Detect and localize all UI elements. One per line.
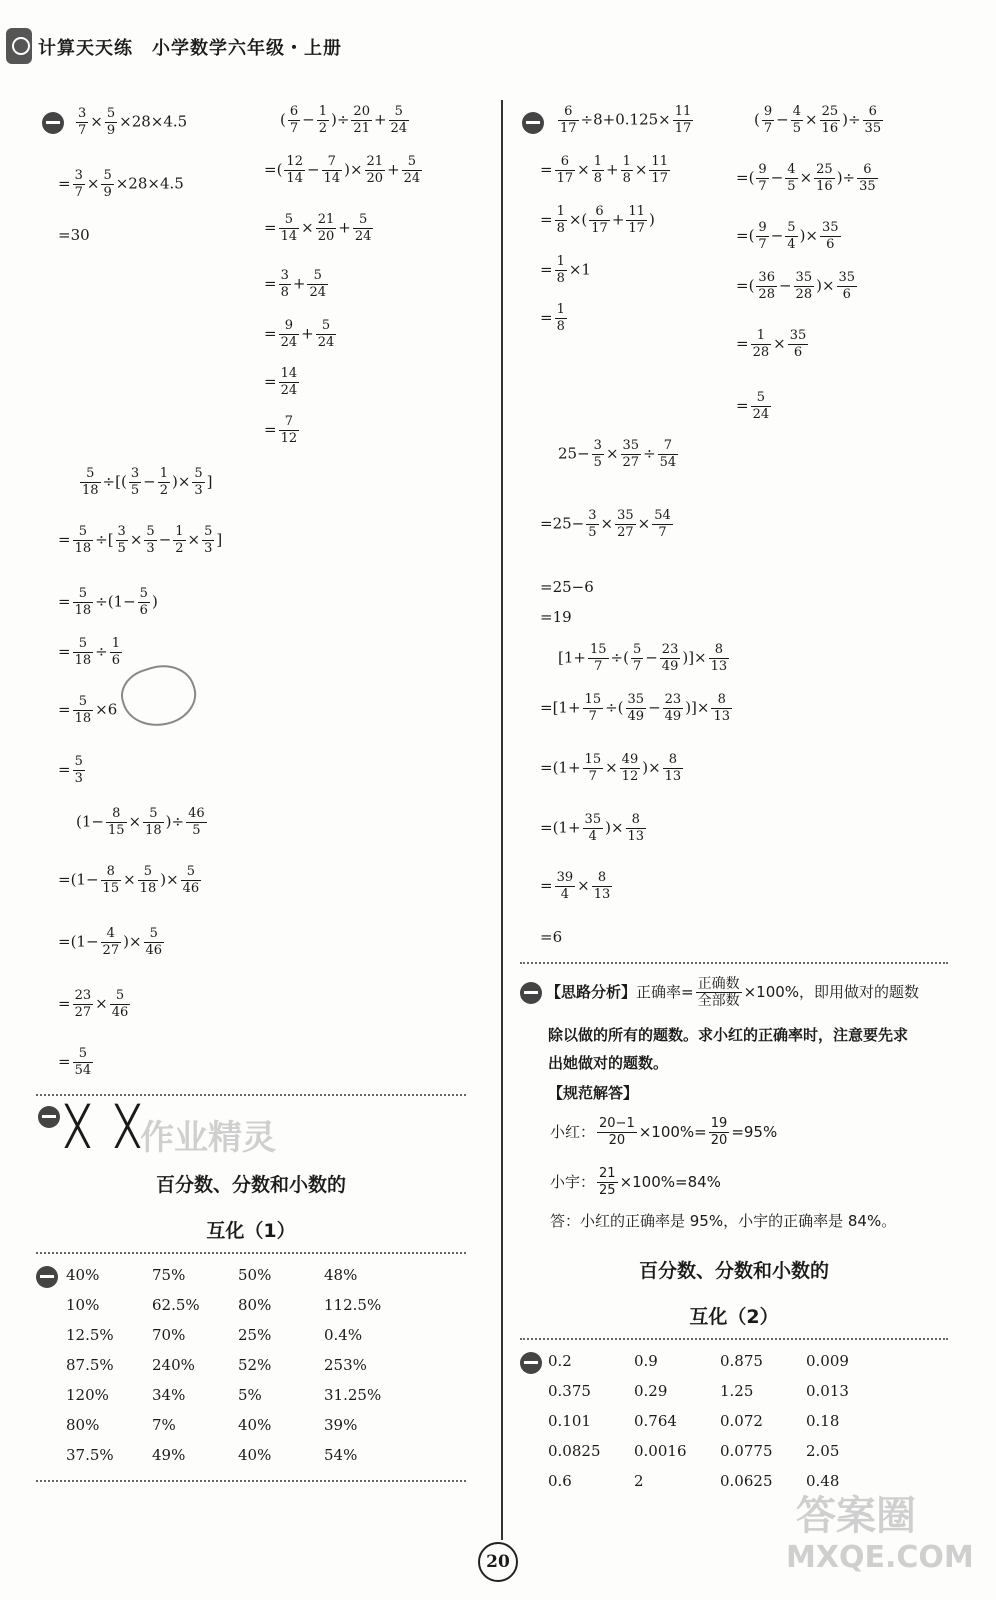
section-bullet-icon (522, 112, 544, 134)
answer-tag: 【规范解答】 (548, 1084, 639, 1102)
section-subtitle: 互化（2） (689, 1306, 779, 1328)
calc-line: = $\frac{5}{18}$ ÷(1− $\frac{5}{6}$ ) (58, 586, 158, 618)
grid-cell: 0.6 (548, 1472, 572, 1490)
grid-cell: 0.0016 (634, 1442, 687, 1460)
analysis-line: 出她做对的题数。 (548, 1054, 669, 1072)
grid-cell: 10% (66, 1296, 100, 1314)
grid-cell: 2.05 (806, 1442, 840, 1460)
grid-cell: 50% (238, 1266, 272, 1284)
watermark-text: 作业精灵 (140, 1118, 276, 1158)
grid-cell: 0.2 (548, 1352, 572, 1370)
grid-cell: 0.4% (324, 1326, 363, 1344)
calc-line: =(1− $\frac{8}{15}$ × $\frac{5}{18}$ )× $\frac{5}{46}$ (58, 864, 200, 896)
grid-cell: 0.9 (634, 1352, 658, 1370)
grid-cell: 0.18 (806, 1412, 840, 1430)
calc-line: = $\frac{3}{7}$ × $\frac{5}{9}$ ×28×4.5 (58, 168, 184, 200)
grid-cell: 12.5% (66, 1326, 114, 1344)
calc-line: = $\frac{14}{24}$ (264, 366, 298, 398)
grid-cell: 5% (238, 1386, 262, 1404)
calc-line: = $\frac{5}{3}$ (58, 754, 83, 786)
section-title: 百分数、分数和小数的 (155, 1174, 346, 1196)
calc-line: =19 (540, 608, 572, 626)
grid-cell: 80% (66, 1416, 100, 1434)
calc-line: =( $\frac{9}{7}$ − $\frac{4}{5}$ × $\frac{25}{16}$ )÷ $\frac{6}{35}$ (736, 162, 876, 194)
calc-line: = $\frac{6}{17}$ × $\frac{1}{8}$ + $\frac{1}{8}$ × $\frac{11}{17}$ (540, 154, 668, 186)
grid-cell: 40% (238, 1446, 272, 1464)
calc-line: = $\frac{5}{24}$ (736, 390, 770, 422)
grid-cell: 25% (238, 1326, 272, 1344)
section-bullet-icon (36, 1266, 58, 1288)
section-bullet-icon (42, 112, 64, 134)
calc-line: = $\frac{5}{18}$ ÷ $\frac{1}{6}$ (58, 636, 120, 668)
grid-cell: 0.29 (634, 1382, 668, 1400)
grid-cell: 52% (238, 1356, 272, 1374)
grid-cell: 0.875 (720, 1352, 763, 1370)
calc-result: =30 (58, 226, 90, 244)
dotted-divider (36, 1252, 466, 1254)
wrong-mark: ╳ (66, 1104, 89, 1148)
section-bullet-icon (520, 982, 542, 1004)
calc-line: = $\frac{9}{24}$ + $\frac{5}{24}$ (264, 318, 335, 350)
calc-line: ( $\frac{6}{7}$ − $\frac{1}{2}$ )÷ $\frac{20}{21}$ + $\frac{5}{24}$ (280, 104, 408, 136)
calc-line: =25−6 (540, 578, 594, 596)
calc-line: = $\frac{3}{8}$ + $\frac{5}{24}$ (264, 268, 326, 300)
calc-line: = $\frac{1}{8}$ ×( $\frac{6}{17}$ + $\frac{11}{17}$ ) (540, 204, 655, 236)
dotted-divider (520, 962, 948, 964)
grid-cell: 240% (152, 1356, 195, 1374)
calc-line: 25− $\frac{3}{5}$ × $\frac{35}{27}$ ÷ $\frac{7}{54}$ (558, 438, 677, 470)
grid-cell: 120% (66, 1386, 109, 1404)
grid-cell: 49% (152, 1446, 186, 1464)
grid-cell: 34% (152, 1386, 186, 1404)
calc-line: =( $\frac{36}{28}$ − $\frac{35}{28}$ )× $\frac{35}{6}$ (736, 270, 856, 302)
grid-cell: 0.48 (806, 1472, 840, 1490)
calc-line: =6 (540, 928, 563, 946)
calc-line: =( $\frac{9}{7}$ − $\frac{5}{4}$ )× $\frac{35}{6}$ (736, 220, 839, 252)
calc-line: [1+ $\frac{15}{7}$ ÷( $\frac{5}{7}$ − $\frac{23}{49}$ )]× $\frac{8}{13}$ (558, 642, 728, 674)
grid-cell: 54% (324, 1446, 358, 1464)
calc-line: $\frac{5}{18}$ ÷[( $\frac{3}{5}$ − $\frac{1}{2}$ )× $\frac{5}{3}$ ] (82, 466, 213, 498)
calc-line: =(1+ $\frac{15}{7}$ × $\frac{49}{12}$ )× $\frac{8}{13}$ (540, 752, 682, 784)
stamp-mark (115, 656, 204, 736)
calc-line: = $\frac{5}{18}$ ×6 (58, 694, 118, 726)
grid-cell: 48% (324, 1266, 358, 1284)
grid-cell: 0.375 (548, 1382, 591, 1400)
header-title: 计算天天练 小学数学六年级・上册 (38, 38, 342, 59)
grid-cell: 62.5% (152, 1296, 200, 1314)
calc-line: = $\frac{7}{12}$ (264, 414, 298, 446)
grid-cell: 75% (152, 1266, 186, 1284)
analysis-line: 【思路分析】正确率= $\frac{\text{正确数}}{\text{全部数}}$ ×100%，即用做对的题数 (546, 976, 920, 1009)
calc-line: = $\frac{1}{8}$ ×1 (540, 254, 591, 286)
calc-line: = $\frac{1}{8}$ (540, 302, 565, 334)
grid-cell: 0.101 (548, 1412, 591, 1430)
calc-line: $\frac{3}{7}$ × $\frac{5}{9}$ ×28×4.5 (78, 106, 188, 138)
grid-cell: 39% (324, 1416, 358, 1434)
grid-cell: 0.0625 (720, 1472, 773, 1490)
grid-cell: 1.25 (720, 1382, 754, 1400)
grid-cell: 31.25% (324, 1386, 382, 1404)
dotted-divider (36, 1094, 466, 1096)
calc-line: =(1+ $\frac{35}{4}$ )× $\frac{8}{13}$ (540, 812, 645, 844)
grid-cell: 253% (324, 1356, 367, 1374)
calc-line: = $\frac{39}{4}$ × $\frac{8}{13}$ (540, 870, 611, 902)
grid-cell: 80% (238, 1296, 272, 1314)
calc-line: = $\frac{1}{28}$ × $\frac{35}{6}$ (736, 328, 807, 360)
dotted-divider (36, 1480, 466, 1482)
wrong-mark: ╳ (116, 1104, 139, 1148)
grid-cell: 7% (152, 1416, 176, 1434)
grid-cell: 40% (66, 1266, 100, 1284)
grid-cell: 0.072 (720, 1412, 763, 1430)
calc-line: =25− $\frac{3}{5}$ × $\frac{35}{27}$ × $\frac{54}{7}$ (540, 508, 671, 540)
section-title: 百分数、分数和小数的 (638, 1260, 829, 1282)
grid-cell: 70% (152, 1326, 186, 1344)
calc-line: =[1+ $\frac{15}{7}$ ÷( $\frac{35}{49}$ − $\frac{23}{49}$ )]× $\frac{8}{13}$ (540, 692, 731, 724)
answer-xiaohong: 小红： $\frac{20-1}{20}$ ×100%= $\frac{19}{20}$ =95% (550, 1116, 778, 1148)
calc-line: = $\frac{5}{14}$ × $\frac{21}{20}$ + $\frac{5}{24}$ (264, 212, 372, 244)
grid-cell: 0.009 (806, 1352, 849, 1370)
calc-line: ( $\frac{9}{7}$ − $\frac{4}{5}$ × $\frac{25}{16}$ )÷ $\frac{6}{35}$ (754, 104, 882, 136)
calc-line: =(1− $\frac{4}{27}$ )× $\frac{5}{46}$ (58, 926, 163, 958)
section-subtitle: 互化（1） (206, 1220, 296, 1242)
watermark-text: 答案圈 (796, 1493, 916, 1539)
dotted-divider (520, 1338, 948, 1340)
page-number: 20 (478, 1542, 518, 1582)
calc-line: $\frac{6}{17}$ ÷8+0.125× $\frac{11}{17}$ (560, 104, 692, 136)
book-logo-icon (6, 28, 32, 64)
grid-cell: 0.0775 (720, 1442, 773, 1460)
grid-cell: 112.5% (324, 1296, 382, 1314)
section-bullet-icon (38, 1106, 60, 1128)
calc-line: = $\frac{5}{18}$ ÷[ $\frac{3}{5}$ × $\frac{5}{3}$ − $\frac{1}{2}$ × $\frac{5}{3}$ ] (58, 524, 223, 556)
calc-line: = $\frac{5}{54}$ (58, 1046, 92, 1078)
grid-cell: 87.5% (66, 1356, 114, 1374)
calc-line: = $\frac{23}{27}$ × $\frac{5}{46}$ (58, 988, 129, 1020)
grid-cell: 0.013 (806, 1382, 849, 1400)
grid-cell: 2 (634, 1472, 644, 1490)
calc-line: (1− $\frac{8}{15}$ × $\frac{5}{18}$ )÷ $\frac{46}{5}$ (76, 806, 205, 838)
page-header (0, 26, 996, 66)
analysis-line: 除以做的所有的题数。求小红的正确率时，注意要先求 (548, 1026, 909, 1044)
answer-conclusion: 答：小红的正确率是 95%，小宇的正确率是 84%。 (550, 1212, 897, 1230)
watermark-text: MXQE.COM (786, 1540, 974, 1575)
grid-cell: 37.5% (66, 1446, 114, 1464)
grid-cell: 40% (238, 1416, 272, 1434)
calc-line: =( $\frac{12}{14}$ − $\frac{7}{14}$ )× $\frac{21}{20}$ + $\frac{5}{24}$ (264, 154, 421, 186)
grid-cell: 0.764 (634, 1412, 677, 1430)
section-bullet-icon (520, 1352, 542, 1374)
answer-xiaoyu: 小宇： $\frac{21}{25}$ ×100%=84% (550, 1166, 721, 1198)
column-divider (501, 100, 503, 1540)
grid-cell: 0.0825 (548, 1442, 601, 1460)
